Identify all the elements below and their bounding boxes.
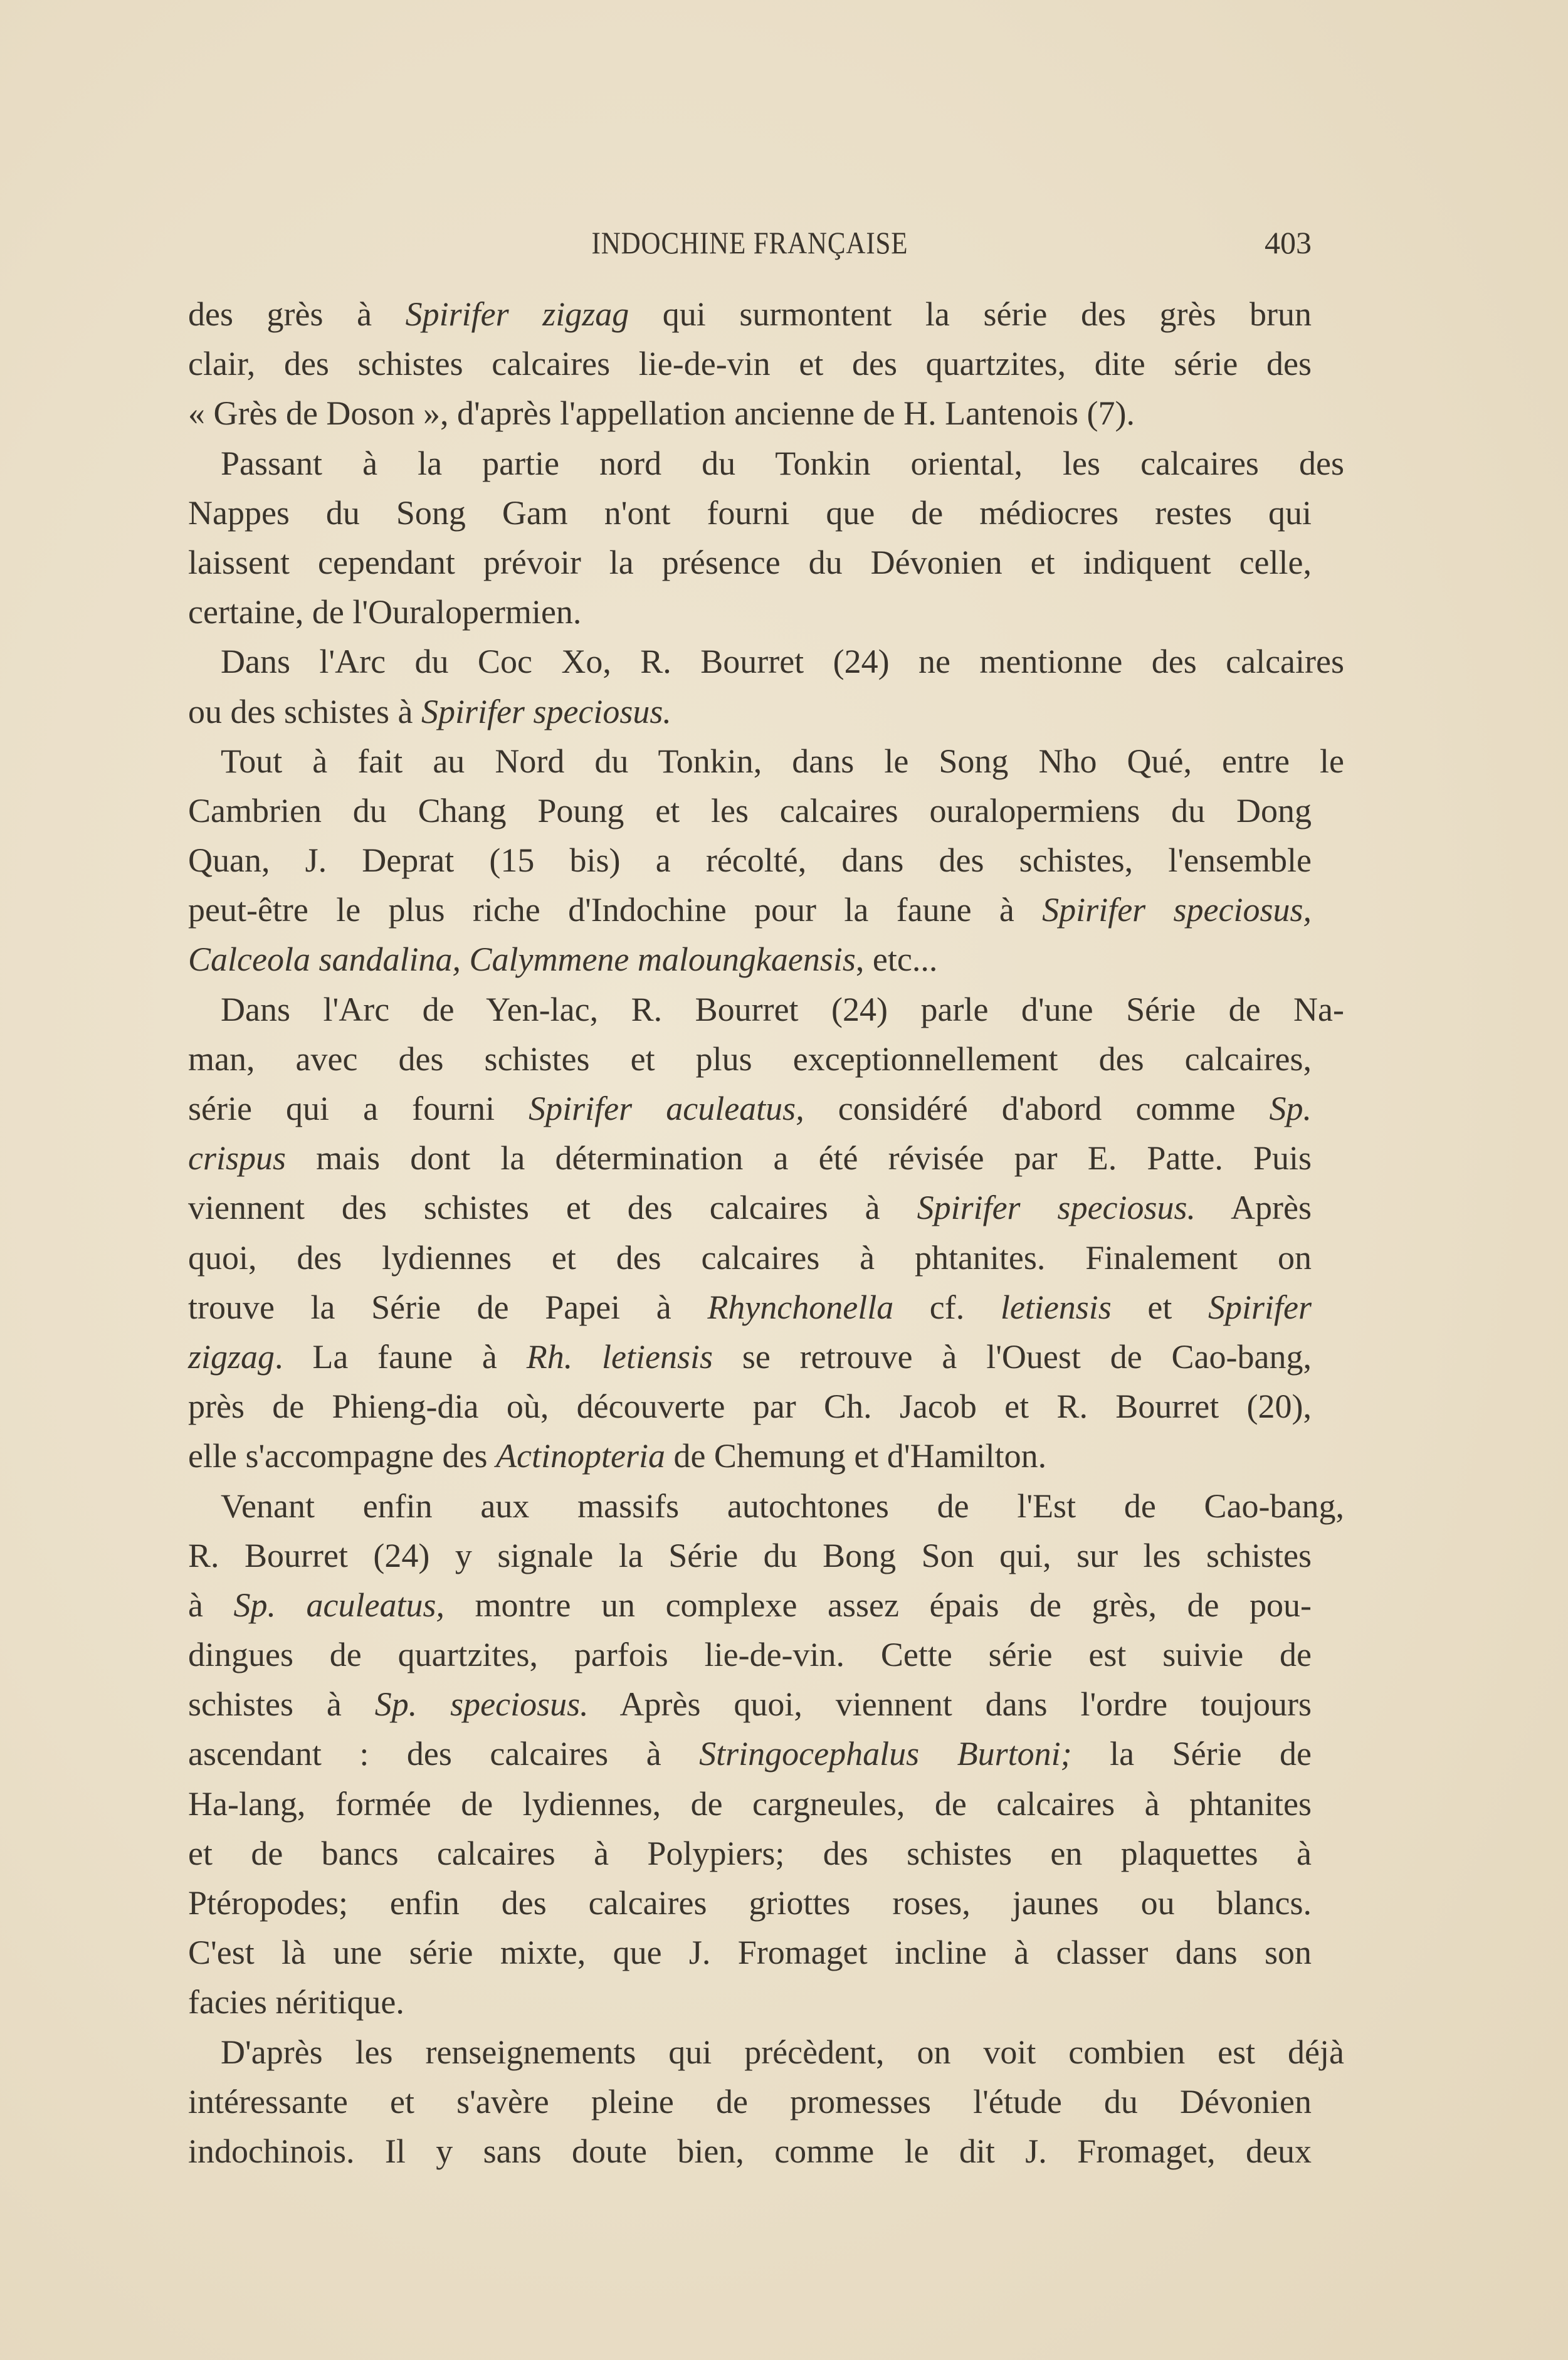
text-line [188,339,1312,389]
italic-taxon: crispus [188,1139,287,1177]
text-line [188,1531,1312,1581]
text-line [188,885,1312,935]
italic-taxon: Spirifer speciosus. [421,692,671,730]
text-span: qui surmontent la série des grès brun [629,295,1312,333]
text-line [188,1928,1312,1978]
text-span: Tout à fait au Nord du Tonkin, dans le Song Nho Qué, entre le [221,742,1344,780]
text-line [188,1630,1312,1680]
text-line [188,1779,1312,1829]
text-line [188,1233,1312,1283]
text-line [188,1729,1312,1779]
paragraph-first-line [188,2028,1344,2077]
text-line [188,1878,1312,1928]
text-line [188,2077,1312,2127]
text-span: Quan, J. Deprat (15 bis) a récolté, dans des schistes, l'ensemble [188,841,1312,880]
text-span: indochinois. Il y sans doute bien, comme le dit J. Fromaget, deux [188,2132,1312,2170]
text-span: clair, des schistes calcaires lie-de-vin et des quartzites, dite série des [188,345,1312,383]
italic-taxon: Spirifer speciosus. [917,1189,1196,1227]
text-span: , etc... [855,940,938,979]
text-span: D'après les renseignements qui précèdent, on voit combien est déjà [221,2033,1344,2071]
text-span: certaine, de l'Ouralopermien. [188,593,582,631]
text-line [188,1035,1312,1084]
text-line [188,1283,1312,1332]
text-line [188,1978,1312,2027]
text-span: intéressante et s'avère pleine de promesses l'étude du Dévonien [188,2082,1312,2120]
text-span: considéré d'abord comme [804,1090,1270,1127]
page-number: 403 [1265,225,1312,260]
text-span: montre un complexe assez épais de grès, de pou- [445,1586,1312,1624]
text-span: R. Bourret (24) y signale la Série du Bong Son qui, sur les schistes [188,1536,1312,1574]
text-span: Passant à la partie nord du Tonkin oriental, les calcaires des [221,444,1344,482]
paragraph-first-line [188,439,1344,488]
text-span: Venant enfin aux massifs autochtones de l'Est de Cao-bang, [221,1487,1344,1525]
italic-taxon: Rh. letiensis [526,1337,713,1376]
text-span: et [1111,1288,1208,1326]
text-span: viennent des schistes et des calcaires à [188,1189,917,1227]
paragraph-first-line [188,1482,1344,1531]
text-line [188,687,1312,737]
text-span: Nappes du Song Gam n'ont fourni que de médiocres restes qui [188,493,1312,532]
text-span: Après [1196,1189,1312,1227]
text-span: de Chemung et d'Hamilton. [665,1437,1047,1475]
text-line [188,1382,1312,1431]
paragraph-first-line [188,985,1344,1035]
text-line [188,1134,1312,1183]
body-text [188,290,1344,2176]
text-span: près de Phieng-dia où, découverte par Ch. Jacob et R. Bourret (20), [188,1388,1312,1426]
text-span: ou des schistes à [188,692,421,730]
italic-taxon: letiensis [1000,1288,1112,1326]
text-span: peut-être le plus riche d'Indochine pour la faune à [188,891,1043,929]
text-span: Cambrien du Chang Poung et les calcaires ouralopermiens du Dong [188,791,1312,830]
text-line [188,1581,1312,1630]
text-line [188,2127,1312,2176]
text-line [188,538,1312,587]
text-line [188,1084,1312,1134]
text-line [188,488,1312,538]
text-line [188,1829,1312,1878]
text-span: facies néritique. [188,1983,404,2021]
text-line [188,1680,1312,1729]
running-head [188,224,1312,268]
text-span: mais dont la détermination a été révisée par E. Patte. Puis [286,1139,1312,1177]
text-span: Ha-lang, formée de lydiennes, de cargneules, de calcaires à phtanites [188,1784,1312,1823]
text-span: elle s'accompagne des [188,1437,497,1475]
italic-taxon: Rhynchonella [707,1288,894,1326]
text-span: cf. [893,1288,1001,1326]
text-line [188,786,1312,836]
italic-taxon: Spirifer [1208,1288,1312,1326]
text-line [188,587,1312,637]
text-line [188,389,1312,438]
paragraph-first-line [188,737,1344,786]
text-line [188,1332,1312,1382]
italic-taxon: Actinopteria [496,1437,665,1475]
text-span: Après quoi, viennent dans l'ordre toujours [588,1685,1312,1724]
italic-taxon: Calceola sandalina, Calymmene maloungkaensis [188,940,856,979]
text-span: Ptéropodes; enfin des calcaires griottes roses, jaunes ou blancs. [188,1884,1312,1922]
text-span: se retrouve à l'Ouest de Cao-bang, [713,1337,1312,1376]
paragraph-first-line [188,637,1344,687]
text-span: laissent cependant prévoir la présence du Dévonien et indiquent celle, [188,543,1312,581]
text-line [188,836,1312,885]
italic-taxon: Sp. speciosus. [374,1685,589,1724]
italic-taxon: Sp. [1269,1090,1312,1127]
text-line [188,1431,1312,1481]
text-span: Dans l'Arc du Coc Xo, R. Bourret (24) ne mentionne des calcaires [221,643,1344,681]
text-span: man, avec des schistes et plus exceptionnellement des calcaires, [188,1040,1312,1078]
text-span: la Série de [1071,1735,1312,1773]
text-span: schistes à [188,1685,375,1724]
text-span: des grès à [188,295,406,333]
italic-taxon: Stringocephalus Burtoni; [699,1735,1072,1773]
running-title: INDOCHINE FRANÇAISE [591,225,908,260]
text-span: quoi, des lydiennes et des calcaires à phtanites. Finalement on [188,1238,1312,1277]
text-span: et de bancs calcaires à Polypiers; des schistes en plaquettes à [188,1834,1312,1872]
text-line [188,1183,1312,1233]
text-line [188,935,1312,984]
text-span: ascendant : des calcaires à [188,1735,700,1773]
italic-taxon: Spirifer speciosus, [1042,891,1312,929]
text-line [188,290,1312,339]
text-span: dingues de quartzites, parfois lie-de-vin. Cette série est suivie de [188,1636,1312,1674]
italic-taxon: Spirifer zigzag [405,295,629,333]
text-span: C'est là une série mixte, que J. Fromaget incline à classer dans son [188,1934,1312,1972]
text-span: série qui a fourni [188,1090,529,1127]
text-span: à [188,1586,234,1624]
italic-taxon: zigzag [188,1337,275,1376]
text-span: Dans l'Arc de Yen-lac, R. Bourret (24) parle d'une Série de Na- [221,990,1344,1028]
italic-taxon: Sp. aculeatus, [233,1586,445,1624]
text-span: « Grès de Doson », d'après l'appellation ancienne de H. Lantenois (7). [188,394,1135,433]
text-span: trouve la Série de Papei à [188,1288,708,1326]
italic-taxon: Spirifer aculeatus, [529,1090,804,1127]
text-span: . La faune à [275,1337,527,1376]
